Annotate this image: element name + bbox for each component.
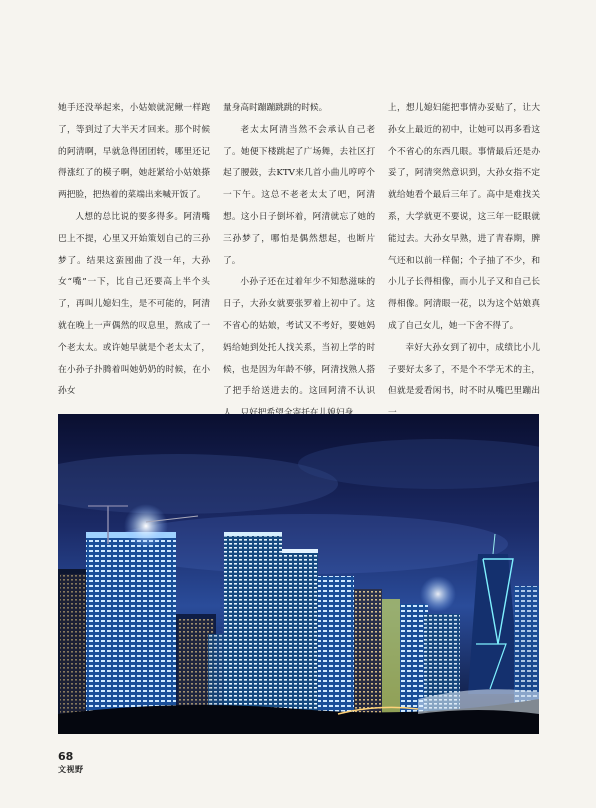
paragraph: 她手还没举起来，小姑娘就泥鳅一样跑了，等到过了大半天才回来。那个时候的阿清啊，早就急得团团转，哪里还记得涨红了的模子啊，她赶紧给小姑娘搽两把脸，把热着的菜端出来喊开饭了。 <box>58 103 210 201</box>
paragraph: 小孙子还在过着年少不知愁滋味的日子，大孙女就要张罗着上初中了。这不省心的姑娘，考试又不考好，要她妈妈给她到处托人找关系，当初上学的时候，也是因为年龄不够，阿清找熟人搭了把手给送进去的。这回阿清不认识 <box>223 277 375 397</box>
paragraph: 幸好大孙女到了初中，成绩比小儿子要好太多了，不是个不学无术的主，但就是爱看闲书，时不时从嘴巴里蹦出 <box>388 342 540 397</box>
article-column-1 <box>58 98 210 403</box>
magazine-name: 文视野 <box>58 765 84 774</box>
paragraph: 上，想儿媳妇能把事情办妥贴了，让大孙女上最近的初中，让她可以再多看这个不省心的东西几眼。事情最后还是办妥了，阿清突然意识到，大孙女指不定就给她看个最后三年了。高中是难找关系，大学就更不要说，这三年一眨眼就能过去。大孙女早熟，进了青春期，脾气还和以前一样倔；个子抽了不少，和小儿子长得相像，而小儿子又和自己长得相像。阿清眼一花，以为这个姑娘真成了自己女儿，她一下舍不得了。 <box>388 103 540 331</box>
skyline-illustration <box>58 414 539 734</box>
article-column-3 <box>388 98 540 425</box>
article-column-2 <box>223 98 375 425</box>
city-night-skyline-photo <box>58 414 539 734</box>
page-footer <box>58 750 84 775</box>
paragraph: 量身高时蹦蹦跳跳的时候。 <box>223 103 328 113</box>
paragraph: 人想的总比说的要多得多。阿清嘴巴上不提，心里又开始策划自己的三孙梦了。结果这蛮囤曲了没一年，大孙女“嘴”一下，比自己还要高上半个头了，再叫儿媳妇生，是不可能的，阿清就在晚上一声偶然的叹息里，熬成了一个老太太。或许她早就是个老太太了，在小孙子扑腾着叫她奶奶的时候，在小孙女 <box>58 211 210 397</box>
page-number: 68 <box>58 750 74 763</box>
paragraph: 老太太阿清当然不会承认自己老了。她便下楼跳起了广场舞，去社区打起了腰鼓，去KTV来几首小曲儿哼哼个一下午。这总不老老太太了吧，阿清想。这小日子倒坏着，阿清就忘了她的三孙梦了，哪怕是偶然想起，也断片了。 <box>223 124 375 266</box>
